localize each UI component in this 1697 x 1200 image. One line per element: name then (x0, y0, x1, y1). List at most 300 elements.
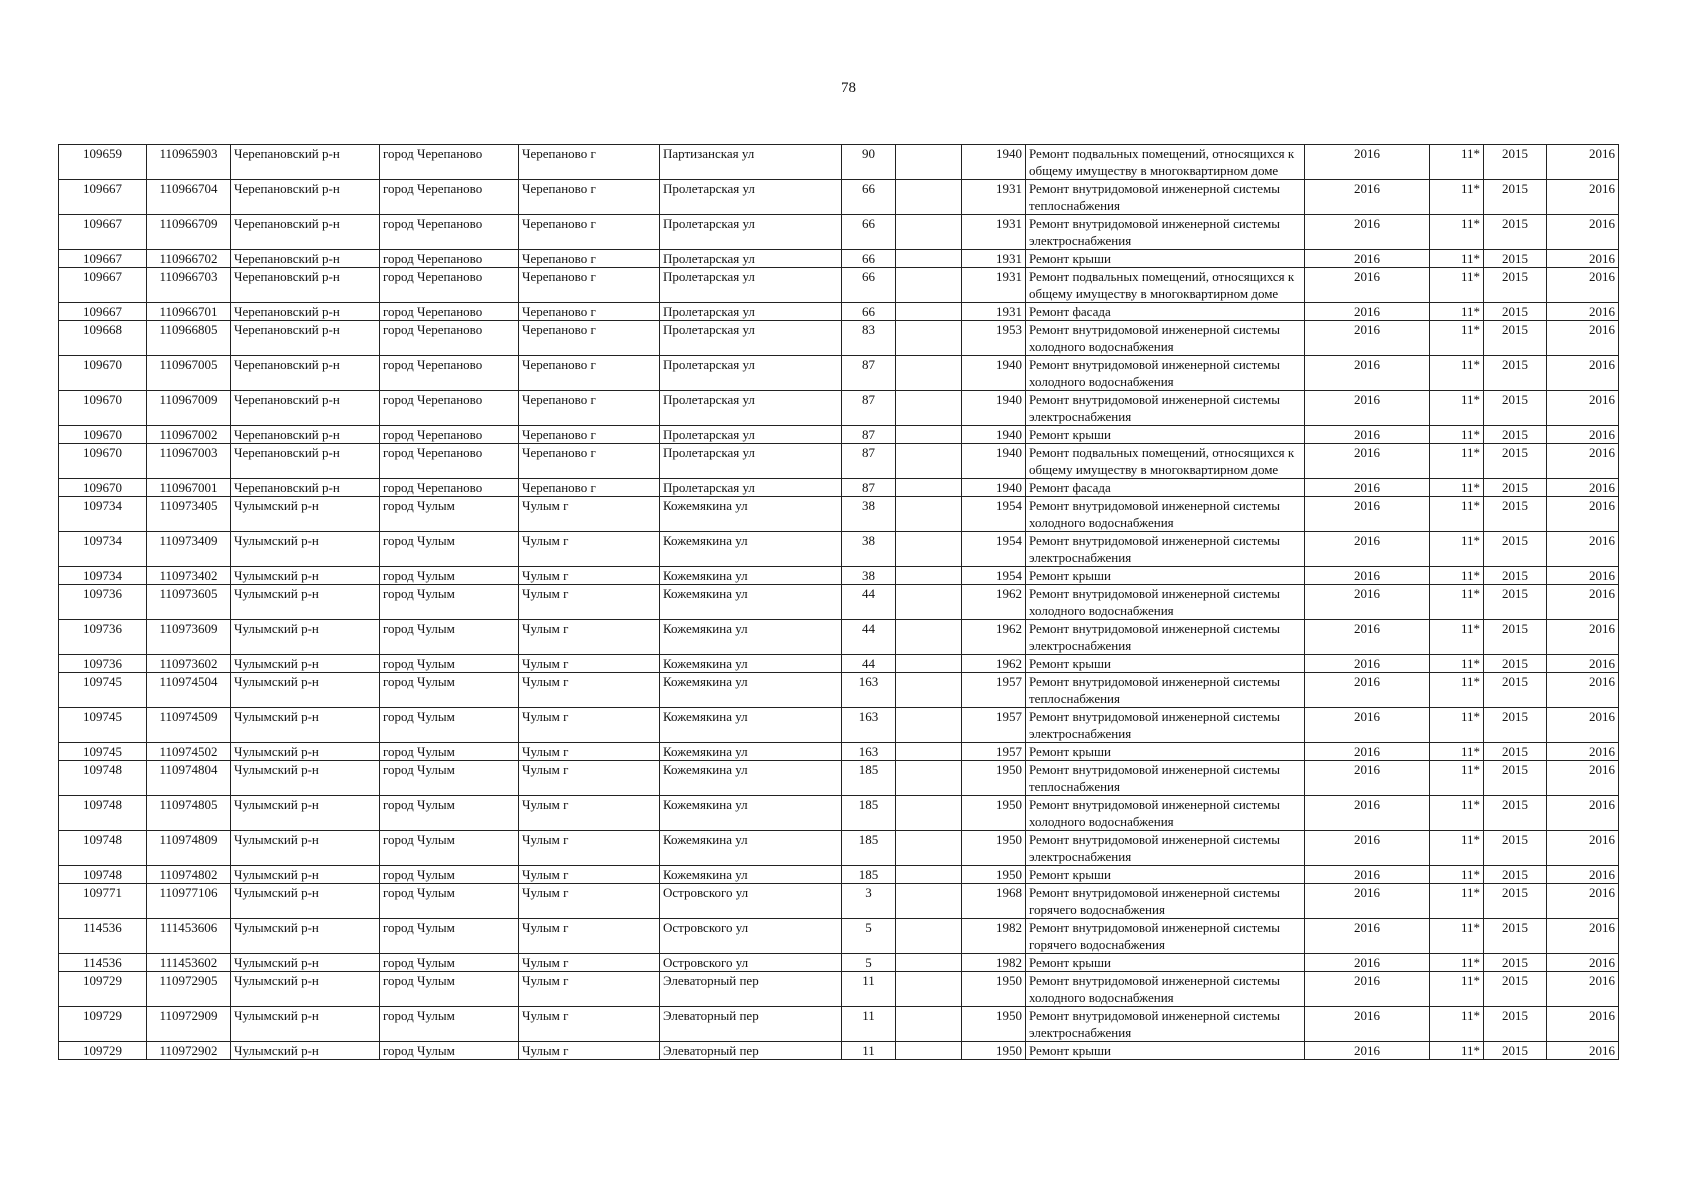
table-row (59, 884, 1619, 919)
cell-house-id: 109667 (59, 180, 147, 215)
cell-house-letter (896, 796, 962, 831)
cell-house-letter (896, 620, 962, 655)
table-row (59, 426, 1619, 444)
cell-locality: Чулым г (519, 866, 660, 884)
cell-work-id: 110966701 (147, 303, 231, 321)
cell-locality: Черепаново г (519, 356, 660, 391)
cell-note-ref: 11* (1430, 620, 1484, 655)
cell-house-letter (896, 972, 962, 1007)
repair-registry-table (58, 144, 1619, 1060)
cell-work-type: Ремонт внутридомовой инженерной системы холодного водоснабжения (1026, 356, 1305, 391)
cell-house-letter (896, 497, 962, 532)
cell-municipality: город Черепаново (380, 426, 519, 444)
cell-end-year: 2016 (1547, 268, 1619, 303)
cell-municipality: город Чулым (380, 567, 519, 585)
cell-plan-year: 2016 (1305, 303, 1430, 321)
cell-municipality: город Чулым (380, 884, 519, 919)
cell-house-letter (896, 145, 962, 180)
cell-street: Кожемякина ул (660, 743, 842, 761)
cell-end-year: 2016 (1547, 303, 1619, 321)
cell-end-year: 2016 (1547, 180, 1619, 215)
cell-house-id: 109659 (59, 145, 147, 180)
cell-house-id: 109670 (59, 356, 147, 391)
cell-street: Кожемякина ул (660, 497, 842, 532)
cell-work-type: Ремонт внутридомовой инженерной системы электроснабжения (1026, 532, 1305, 567)
cell-end-year: 2016 (1547, 708, 1619, 743)
cell-district: Чулымский р-н (231, 761, 380, 796)
cell-work-id: 110973409 (147, 532, 231, 567)
cell-work-id: 110972905 (147, 972, 231, 1007)
cell-house-number: 38 (842, 497, 896, 532)
cell-district: Чулымский р-н (231, 532, 380, 567)
cell-build-year: 1931 (962, 268, 1026, 303)
table-row (59, 391, 1619, 426)
table-row (59, 743, 1619, 761)
cell-end-year: 2016 (1547, 585, 1619, 620)
cell-house-id: 109736 (59, 585, 147, 620)
cell-note-ref: 11* (1430, 303, 1484, 321)
table-row (59, 796, 1619, 831)
cell-locality: Чулым г (519, 708, 660, 743)
cell-municipality: город Чулым (380, 972, 519, 1007)
cell-street: Пролетарская ул (660, 215, 842, 250)
cell-start-year: 2015 (1484, 954, 1547, 972)
cell-house-number: 11 (842, 1007, 896, 1042)
table-row (59, 145, 1619, 180)
cell-work-type: Ремонт внутридомовой инженерной системы электроснабжения (1026, 1007, 1305, 1042)
page-number: 78 (841, 80, 856, 96)
cell-house-number: 163 (842, 673, 896, 708)
cell-house-number: 87 (842, 444, 896, 479)
cell-house-letter (896, 250, 962, 268)
cell-house-number: 38 (842, 567, 896, 585)
cell-work-type: Ремонт подвальных помещений, относящихся к общему имуществу в многоквартирном доме (1026, 145, 1305, 180)
cell-note-ref: 11* (1430, 444, 1484, 479)
cell-note-ref: 11* (1430, 585, 1484, 620)
cell-start-year: 2015 (1484, 321, 1547, 356)
cell-note-ref: 11* (1430, 1007, 1484, 1042)
cell-work-type: Ремонт крыши (1026, 954, 1305, 972)
cell-build-year: 1982 (962, 954, 1026, 972)
cell-start-year: 2015 (1484, 1042, 1547, 1060)
cell-work-id: 110974509 (147, 708, 231, 743)
cell-municipality: город Черепаново (380, 356, 519, 391)
cell-work-id: 110977106 (147, 884, 231, 919)
cell-house-id: 109667 (59, 215, 147, 250)
cell-house-number: 87 (842, 391, 896, 426)
cell-district: Чулымский р-н (231, 655, 380, 673)
cell-house-id: 109667 (59, 303, 147, 321)
cell-note-ref: 11* (1430, 884, 1484, 919)
cell-start-year: 2015 (1484, 919, 1547, 954)
table-row (59, 972, 1619, 1007)
cell-house-number: 38 (842, 532, 896, 567)
cell-build-year: 1931 (962, 303, 1026, 321)
cell-house-id: 109670 (59, 479, 147, 497)
cell-locality: Чулым г (519, 673, 660, 708)
cell-house-number: 87 (842, 356, 896, 391)
cell-start-year: 2015 (1484, 497, 1547, 532)
cell-house-letter (896, 180, 962, 215)
cell-district: Чулымский р-н (231, 796, 380, 831)
cell-note-ref: 11* (1430, 1042, 1484, 1060)
table-row (59, 708, 1619, 743)
cell-house-letter (896, 303, 962, 321)
cell-plan-year: 2016 (1305, 655, 1430, 673)
cell-work-id: 110966805 (147, 321, 231, 356)
cell-build-year: 1954 (962, 532, 1026, 567)
cell-note-ref: 11* (1430, 673, 1484, 708)
cell-work-type: Ремонт внутридомовой инженерной системы электроснабжения (1026, 708, 1305, 743)
cell-end-year: 2016 (1547, 426, 1619, 444)
cell-start-year: 2015 (1484, 303, 1547, 321)
cell-build-year: 1982 (962, 919, 1026, 954)
cell-work-id: 110966704 (147, 180, 231, 215)
cell-house-number: 83 (842, 321, 896, 356)
cell-house-number: 11 (842, 1042, 896, 1060)
table-row (59, 655, 1619, 673)
cell-locality: Черепаново г (519, 250, 660, 268)
table-row (59, 180, 1619, 215)
table-row (59, 761, 1619, 796)
cell-district: Чулымский р-н (231, 884, 380, 919)
cell-house-letter (896, 532, 962, 567)
cell-plan-year: 2016 (1305, 585, 1430, 620)
cell-house-number: 87 (842, 426, 896, 444)
cell-plan-year: 2016 (1305, 250, 1430, 268)
cell-district: Черепановский р-н (231, 180, 380, 215)
table-row (59, 954, 1619, 972)
cell-start-year: 2015 (1484, 532, 1547, 567)
cell-build-year: 1940 (962, 391, 1026, 426)
cell-house-number: 163 (842, 708, 896, 743)
cell-street: Пролетарская ул (660, 268, 842, 303)
cell-street: Островского ул (660, 919, 842, 954)
cell-plan-year: 2016 (1305, 321, 1430, 356)
cell-start-year: 2015 (1484, 743, 1547, 761)
cell-house-number: 66 (842, 303, 896, 321)
cell-work-id: 111453606 (147, 919, 231, 954)
cell-work-id: 110972902 (147, 1042, 231, 1060)
cell-house-letter (896, 426, 962, 444)
cell-street: Кожемякина ул (660, 620, 842, 655)
cell-locality: Черепаново г (519, 321, 660, 356)
cell-work-type: Ремонт внутридомовой инженерной системы холодного водоснабжения (1026, 796, 1305, 831)
cell-end-year: 2016 (1547, 972, 1619, 1007)
cell-end-year: 2016 (1547, 919, 1619, 954)
cell-street: Кожемякина ул (660, 831, 842, 866)
cell-start-year: 2015 (1484, 673, 1547, 708)
cell-plan-year: 2016 (1305, 708, 1430, 743)
cell-house-id: 109745 (59, 673, 147, 708)
cell-work-type: Ремонт крыши (1026, 567, 1305, 585)
cell-municipality: город Чулым (380, 796, 519, 831)
cell-work-id: 110967003 (147, 444, 231, 479)
cell-locality: Чулым г (519, 1042, 660, 1060)
cell-start-year: 2015 (1484, 866, 1547, 884)
cell-district: Черепановский р-н (231, 303, 380, 321)
cell-house-number: 66 (842, 250, 896, 268)
cell-build-year: 1957 (962, 708, 1026, 743)
cell-work-type: Ремонт внутридомовой инженерной системы теплоснабжения (1026, 180, 1305, 215)
cell-work-id: 110974802 (147, 866, 231, 884)
cell-municipality: город Чулым (380, 620, 519, 655)
cell-work-type: Ремонт внутридомовой инженерной системы холодного водоснабжения (1026, 497, 1305, 532)
cell-municipality: город Черепаново (380, 321, 519, 356)
cell-note-ref: 11* (1430, 497, 1484, 532)
cell-build-year: 1950 (962, 761, 1026, 796)
cell-street: Кожемякина ул (660, 567, 842, 585)
cell-locality: Чулым г (519, 620, 660, 655)
cell-build-year: 1940 (962, 479, 1026, 497)
cell-house-id: 109734 (59, 567, 147, 585)
cell-house-number: 163 (842, 743, 896, 761)
cell-house-number: 5 (842, 919, 896, 954)
cell-plan-year: 2016 (1305, 426, 1430, 444)
cell-municipality: город Чулым (380, 1042, 519, 1060)
cell-street: Партизанская ул (660, 145, 842, 180)
cell-locality: Чулым г (519, 972, 660, 1007)
cell-locality: Чулым г (519, 585, 660, 620)
cell-plan-year: 2016 (1305, 620, 1430, 655)
cell-work-type: Ремонт фасада (1026, 303, 1305, 321)
cell-district: Черепановский р-н (231, 321, 380, 356)
cell-house-id: 114536 (59, 919, 147, 954)
cell-work-type: Ремонт внутридомовой инженерной системы холодного водоснабжения (1026, 321, 1305, 356)
cell-house-number: 185 (842, 831, 896, 866)
table-row (59, 215, 1619, 250)
cell-work-type: Ремонт внутридомовой инженерной системы электроснабжения (1026, 215, 1305, 250)
cell-house-number: 185 (842, 866, 896, 884)
cell-start-year: 2015 (1484, 215, 1547, 250)
cell-street: Пролетарская ул (660, 303, 842, 321)
cell-start-year: 2015 (1484, 479, 1547, 497)
cell-build-year: 1950 (962, 831, 1026, 866)
cell-house-id: 109667 (59, 250, 147, 268)
cell-end-year: 2016 (1547, 479, 1619, 497)
cell-municipality: город Чулым (380, 655, 519, 673)
cell-build-year: 1950 (962, 1042, 1026, 1060)
cell-street: Островского ул (660, 884, 842, 919)
cell-start-year: 2015 (1484, 1007, 1547, 1042)
cell-note-ref: 11* (1430, 655, 1484, 673)
cell-house-number: 44 (842, 655, 896, 673)
cell-locality: Черепаново г (519, 303, 660, 321)
cell-locality: Чулым г (519, 919, 660, 954)
cell-house-number: 66 (842, 268, 896, 303)
cell-municipality: город Черепаново (380, 250, 519, 268)
cell-municipality: город Чулым (380, 831, 519, 866)
cell-house-letter (896, 655, 962, 673)
cell-note-ref: 11* (1430, 708, 1484, 743)
cell-note-ref: 11* (1430, 761, 1484, 796)
cell-district: Чулымский р-н (231, 866, 380, 884)
cell-street: Кожемякина ул (660, 673, 842, 708)
cell-district: Чулымский р-н (231, 919, 380, 954)
cell-work-type: Ремонт внутридомовой инженерной системы горячего водоснабжения (1026, 884, 1305, 919)
cell-house-id: 109748 (59, 831, 147, 866)
cell-house-letter (896, 356, 962, 391)
cell-municipality: город Черепаново (380, 268, 519, 303)
cell-locality: Чулым г (519, 954, 660, 972)
cell-build-year: 1962 (962, 585, 1026, 620)
cell-work-id: 110973402 (147, 567, 231, 585)
cell-municipality: город Чулым (380, 919, 519, 954)
cell-district: Чулымский р-н (231, 620, 380, 655)
table-row (59, 532, 1619, 567)
cell-house-number: 11 (842, 972, 896, 1007)
cell-start-year: 2015 (1484, 145, 1547, 180)
cell-municipality: город Чулым (380, 673, 519, 708)
cell-street: Элеваторный пер (660, 1007, 842, 1042)
cell-municipality: город Чулым (380, 866, 519, 884)
cell-house-id: 109670 (59, 426, 147, 444)
cell-work-id: 110967001 (147, 479, 231, 497)
cell-street: Кожемякина ул (660, 708, 842, 743)
cell-note-ref: 11* (1430, 954, 1484, 972)
cell-house-id: 109670 (59, 444, 147, 479)
cell-locality: Черепаново г (519, 215, 660, 250)
cell-locality: Черепаново г (519, 391, 660, 426)
cell-start-year: 2015 (1484, 426, 1547, 444)
cell-house-number: 87 (842, 479, 896, 497)
cell-build-year: 1950 (962, 972, 1026, 1007)
cell-district: Чулымский р-н (231, 1007, 380, 1042)
cell-street: Элеваторный пер (660, 1042, 842, 1060)
cell-note-ref: 11* (1430, 567, 1484, 585)
cell-plan-year: 2016 (1305, 831, 1430, 866)
cell-plan-year: 2016 (1305, 145, 1430, 180)
cell-note-ref: 11* (1430, 972, 1484, 1007)
cell-end-year: 2016 (1547, 567, 1619, 585)
cell-district: Черепановский р-н (231, 391, 380, 426)
cell-start-year: 2015 (1484, 356, 1547, 391)
table-row (59, 831, 1619, 866)
cell-locality: Черепаново г (519, 180, 660, 215)
cell-municipality: город Чулым (380, 1007, 519, 1042)
cell-note-ref: 11* (1430, 479, 1484, 497)
cell-locality: Чулым г (519, 761, 660, 796)
cell-plan-year: 2016 (1305, 444, 1430, 479)
cell-municipality: город Чулым (380, 708, 519, 743)
cell-house-id: 109745 (59, 708, 147, 743)
cell-house-id: 109748 (59, 761, 147, 796)
cell-work-id: 110974502 (147, 743, 231, 761)
cell-street: Пролетарская ул (660, 250, 842, 268)
cell-end-year: 2016 (1547, 831, 1619, 866)
cell-street: Кожемякина ул (660, 796, 842, 831)
cell-district: Чулымский р-н (231, 954, 380, 972)
cell-work-id: 110967005 (147, 356, 231, 391)
cell-end-year: 2016 (1547, 954, 1619, 972)
cell-build-year: 1953 (962, 321, 1026, 356)
cell-start-year: 2015 (1484, 585, 1547, 620)
cell-plan-year: 2016 (1305, 972, 1430, 1007)
cell-municipality: город Чулым (380, 743, 519, 761)
cell-house-letter (896, 567, 962, 585)
cell-plan-year: 2016 (1305, 268, 1430, 303)
cell-end-year: 2016 (1547, 444, 1619, 479)
cell-district: Черепановский р-н (231, 268, 380, 303)
cell-street: Пролетарская ул (660, 391, 842, 426)
cell-end-year: 2016 (1547, 655, 1619, 673)
cell-work-id: 110965903 (147, 145, 231, 180)
cell-build-year: 1931 (962, 180, 1026, 215)
cell-house-id: 109748 (59, 796, 147, 831)
cell-house-letter (896, 321, 962, 356)
cell-plan-year: 2016 (1305, 215, 1430, 250)
cell-work-type: Ремонт внутридомовой инженерной системы электроснабжения (1026, 831, 1305, 866)
cell-locality: Черепаново г (519, 268, 660, 303)
cell-house-letter (896, 866, 962, 884)
table-row (59, 673, 1619, 708)
cell-plan-year: 2016 (1305, 919, 1430, 954)
cell-start-year: 2015 (1484, 884, 1547, 919)
cell-locality: Чулым г (519, 567, 660, 585)
cell-work-type: Ремонт фасада (1026, 479, 1305, 497)
cell-house-letter (896, 954, 962, 972)
cell-start-year: 2015 (1484, 796, 1547, 831)
cell-build-year: 1962 (962, 655, 1026, 673)
cell-build-year: 1950 (962, 796, 1026, 831)
cell-build-year: 1940 (962, 145, 1026, 180)
cell-house-id: 109668 (59, 321, 147, 356)
cell-house-id: 109748 (59, 866, 147, 884)
cell-build-year: 1957 (962, 673, 1026, 708)
cell-end-year: 2016 (1547, 497, 1619, 532)
cell-house-letter (896, 673, 962, 708)
table-row (59, 585, 1619, 620)
cell-locality: Чулым г (519, 655, 660, 673)
cell-note-ref: 11* (1430, 250, 1484, 268)
cell-locality: Чулым г (519, 497, 660, 532)
cell-street: Кожемякина ул (660, 866, 842, 884)
cell-start-year: 2015 (1484, 761, 1547, 796)
cell-start-year: 2015 (1484, 180, 1547, 215)
cell-house-id: 109734 (59, 497, 147, 532)
cell-note-ref: 11* (1430, 532, 1484, 567)
cell-district: Чулымский р-н (231, 567, 380, 585)
cell-house-letter (896, 708, 962, 743)
cell-work-id: 110966703 (147, 268, 231, 303)
cell-municipality: город Черепаново (380, 479, 519, 497)
cell-plan-year: 2016 (1305, 532, 1430, 567)
cell-end-year: 2016 (1547, 321, 1619, 356)
cell-plan-year: 2016 (1305, 1042, 1430, 1060)
cell-street: Кожемякина ул (660, 655, 842, 673)
cell-district: Чулымский р-н (231, 831, 380, 866)
table-row (59, 268, 1619, 303)
cell-street: Пролетарская ул (660, 479, 842, 497)
cell-note-ref: 11* (1430, 356, 1484, 391)
cell-work-type: Ремонт внутридомовой инженерной системы холодного водоснабжения (1026, 585, 1305, 620)
cell-note-ref: 11* (1430, 391, 1484, 426)
cell-municipality: город Чулым (380, 532, 519, 567)
cell-plan-year: 2016 (1305, 866, 1430, 884)
table-row (59, 497, 1619, 532)
cell-plan-year: 2016 (1305, 391, 1430, 426)
cell-house-letter (896, 479, 962, 497)
cell-house-number: 44 (842, 620, 896, 655)
cell-municipality: город Черепаново (380, 303, 519, 321)
cell-build-year: 1950 (962, 1007, 1026, 1042)
cell-work-id: 110973405 (147, 497, 231, 532)
cell-locality: Чулым г (519, 1007, 660, 1042)
table-row (59, 321, 1619, 356)
cell-house-number: 44 (842, 585, 896, 620)
cell-work-type: Ремонт крыши (1026, 866, 1305, 884)
table-row (59, 303, 1619, 321)
